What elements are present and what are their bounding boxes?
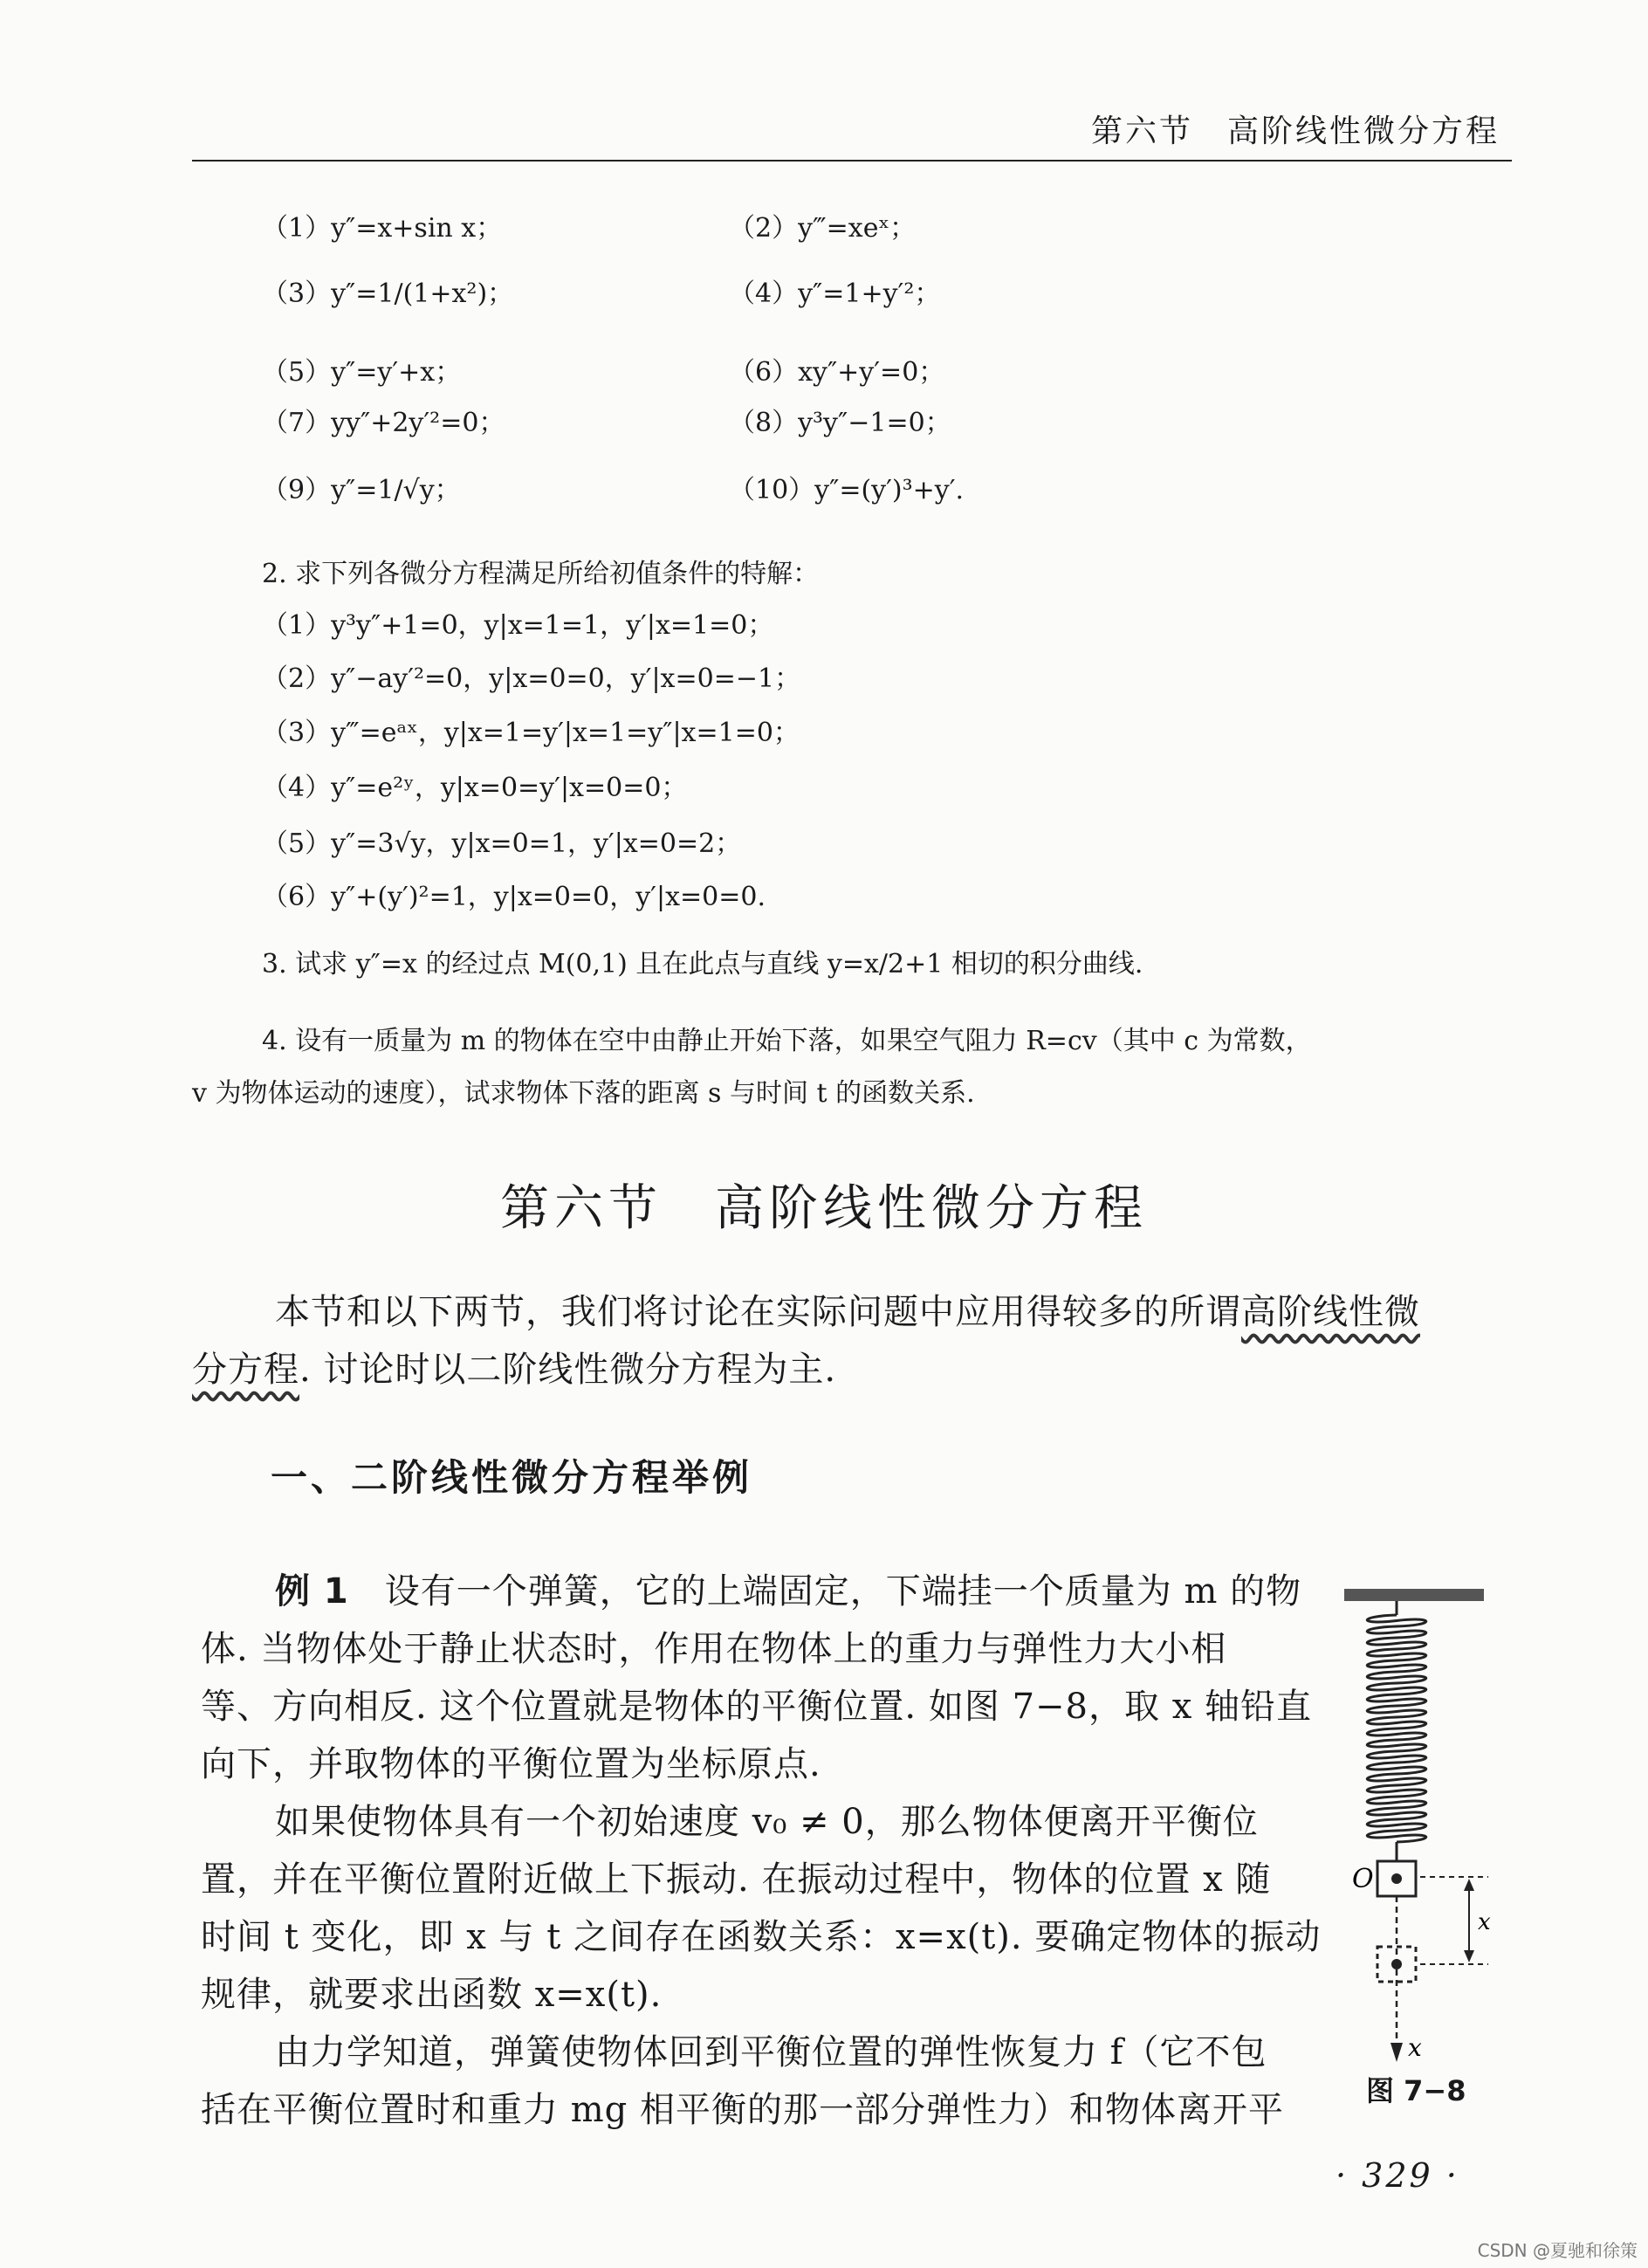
example-1-line-2: 体. 当物体处于静止状态时，作用在物体上的重力与弹性力大小相 — [201, 1629, 1227, 1669]
exercise-2-item-3: （3）y‴=eᵃˣ，y|x=1=y′|x=1=y″|x=1=0； — [262, 718, 800, 748]
exercise-2-item-4: （4）y″=e²ʸ，y|x=0=y′|x=0=0； — [262, 773, 688, 803]
exercise-1-item-8: （8）y³y″−1=0； — [729, 408, 951, 438]
page-number: · 329 · — [1336, 2156, 1459, 2195]
exercise-2-stem: 2. 求下列各微分方程满足所给初值条件的特解： — [262, 559, 820, 589]
example-1-line-5: 如果使物体具有一个初始速度 v₀ ≠ 0，那么物体便离开平衡位 — [275, 1802, 1259, 1842]
exercise-3: 3. 试求 y″=x 的经过点 M(0,1) 且在此点与直线 y=x/2+1 相切的积分曲线. — [262, 949, 1143, 979]
example-1-line-8: 规律，就要求出函数 x=x(t). — [201, 1975, 663, 2015]
example-1-text-1: 设有一个弹簧，它的上端固定，下端挂一个质量为 m 的物 — [384, 1571, 1302, 1612]
intro-line-1 — [275, 1283, 1420, 1341]
example-1-line-1 — [275, 1563, 1301, 1620]
example-1-line-6: 置，并在平衡位置附近做上下振动. 在振动过程中，物体的位置 x 随 — [201, 1859, 1272, 1900]
axis-label: x — [1408, 2033, 1422, 2062]
exercise-4-line-2: v 为物体运动的速度），试求物体下落的距离 s 与时间 t 的函数关系. — [192, 1078, 975, 1109]
intro-text-2: . 讨论时以二阶线性微分方程为主. — [299, 1350, 837, 1390]
figure-caption: 图 7−8 — [1366, 2074, 1466, 2107]
exercise-1-item-9: （9）y″=1/√y； — [262, 475, 461, 505]
x-axis-arrow — [1390, 2043, 1403, 2062]
displacement-arrow-up — [1464, 1879, 1474, 1891]
mass-center-dot — [1391, 1873, 1402, 1884]
section-name: 高阶线性微分方程 — [715, 1180, 1148, 1237]
section-number: 第六节 — [500, 1180, 663, 1237]
spring-figure — [1340, 1580, 1497, 2069]
intro-line-2 — [192, 1341, 836, 1399]
header-rule — [192, 160, 1512, 162]
exercise-1-item-4: （4）y″=1+y′²； — [729, 278, 941, 309]
example-label: 例 1 — [275, 1571, 349, 1612]
intro-text-1: 本节和以下两节，我们将讨论在实际问题中应用得较多的所谓 — [275, 1292, 1241, 1332]
example-1-line-3: 等、方向相反. 这个位置就是物体的平衡位置. 如图 7−8，取 x 轴铅直 — [201, 1687, 1312, 1727]
ceiling-bar — [1344, 1589, 1484, 1601]
spring-coil — [1367, 1615, 1426, 1842]
intro-term-1: 高阶线性微 — [1241, 1292, 1420, 1332]
origin-label: O — [1352, 1864, 1374, 1894]
exercise-1-item-10: （10）y″=(y′)³+y′. — [729, 475, 965, 505]
subsection-heading: 一、二阶线性微分方程举例 — [271, 1456, 753, 1499]
exercise-2-item-5: （5）y″=3√y，y|x=0=1，y′|x=0=2； — [262, 828, 742, 859]
running-head: 第六节 高阶线性微分方程 — [1090, 113, 1500, 149]
example-1-line-9: 由力学知道，弹簧使物体回到平衡位置的弹性恢复力 f（它不包 — [275, 2032, 1267, 2072]
exercise-1-item-2: （2）y‴=xeˣ； — [729, 213, 917, 244]
exercise-1-item-3: （3）y″=1/(1+x²)； — [262, 278, 514, 309]
example-1-line-7: 时间 t 变化，即 x 与 t 之间存在函数关系：x=x(t). 要确定物体的振动 — [201, 1917, 1322, 1957]
exercise-2-item-2: （2）y″−ay′²=0，y|x=0=0，y′|x=0=−1； — [262, 663, 801, 694]
exercise-1-item-5: （5）y″=y′+x； — [262, 357, 462, 388]
exercise-4-line-1: 4. 设有一质量为 m 的物体在空中由静止开始下落，如果空气阻力 R=cv（其中 c 为常数， — [262, 1026, 1312, 1056]
exercise-1-item-6: （6）xy″+y′=0； — [729, 357, 945, 388]
example-1-line-10: 括在平衡位置时和重力 mg 相平衡的那一部分弹性力）和物体离开平 — [201, 2090, 1284, 2130]
intro-term-2: 分方程 — [192, 1350, 299, 1390]
exercise-2-item-6: （6）y″+(y′)²=1，y|x=0=0，y′|x=0=0. — [262, 882, 766, 912]
example-1-line-4: 向下，并取物体的平衡位置为坐标原点. — [201, 1744, 821, 1784]
exercise-1-item-1: （1）y″=x+sin x； — [262, 213, 503, 244]
displacement-arrow-down — [1464, 1950, 1474, 1962]
exercise-2-item-1: （1）y³y″+1=0，y|x=1=1，y′|x=1=0； — [262, 610, 774, 641]
section-title — [0, 1170, 1648, 1240]
watermark: CSDN @夏驰和徐策 — [1477, 2240, 1638, 2261]
exercise-1-item-7: （7）yy″+2y′²=0； — [262, 408, 505, 438]
displacement-label: x — [1478, 1909, 1491, 1935]
